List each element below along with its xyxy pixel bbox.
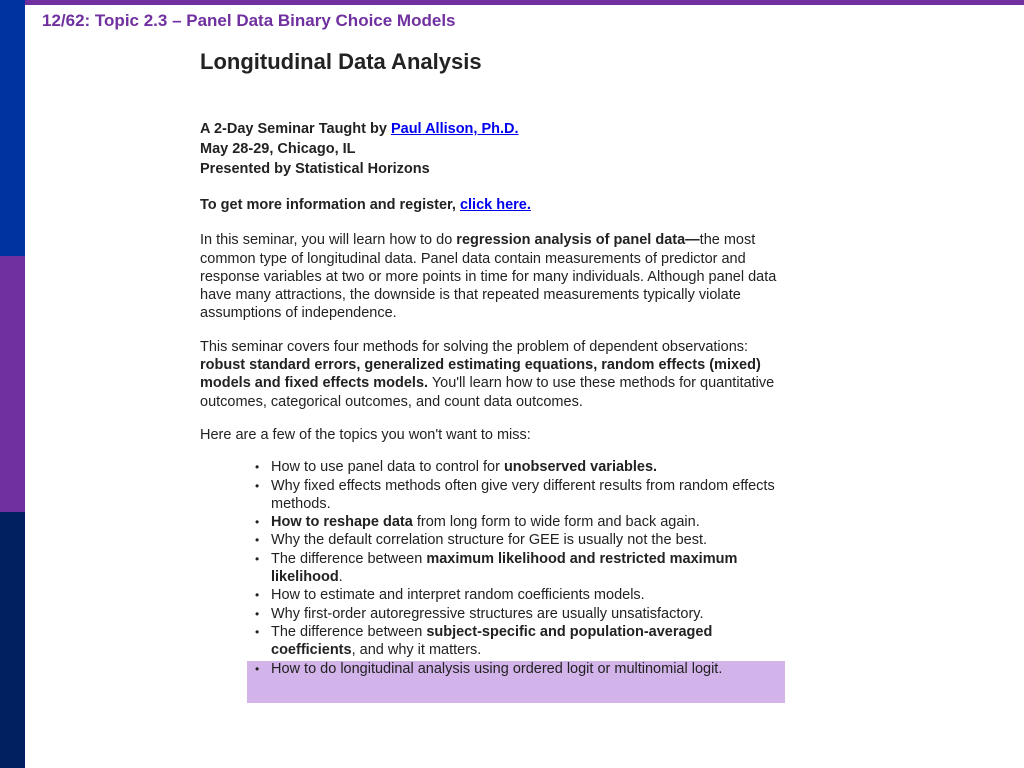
bold-text: regression analysis of panel data— bbox=[456, 232, 700, 249]
topics-list bbox=[200, 458, 780, 678]
text: You'll learn how to use these methods for quantitative outcomes, categorical outcomes, and count data outcomes. bbox=[200, 375, 775, 410]
text: Why the default correlation structure for GEE is usually not the best. bbox=[271, 532, 708, 549]
methods-paragraph bbox=[200, 338, 780, 411]
seminar-meta bbox=[200, 119, 780, 179]
page-heading: Longitudinal Data Analysis bbox=[200, 49, 482, 74]
text: . bbox=[338, 569, 343, 586]
intro-paragraph bbox=[200, 231, 780, 322]
list-item bbox=[271, 477, 780, 514]
register-line bbox=[200, 196, 780, 214]
bold-text: unobserved variables. bbox=[503, 459, 658, 476]
list-item bbox=[271, 586, 780, 604]
text: How to use panel data to control for bbox=[271, 459, 504, 476]
bold-text: subject-specific and population-averaged coefficients bbox=[271, 623, 713, 659]
seminar-presenter: Presented by Statistical Horizons bbox=[200, 161, 430, 177]
list-item bbox=[271, 531, 780, 549]
list-item-highlighted bbox=[271, 623, 780, 660]
text: In this seminar, you will learn how to do bbox=[200, 232, 457, 249]
slide-title: 12/62: Topic 2.3 – Panel Data Binary Choice Models bbox=[42, 11, 456, 30]
text: the most common type of longitudinal data. Panel data contain measurements of predictor and response variables at two or more points in time for many individuals. Although panel data have many attractions, the downside is that repeated measurements typically violate assumptions of independence. bbox=[200, 232, 777, 322]
list-item bbox=[271, 513, 780, 531]
bold-text: robust standard errors, generalized estimating equations, random effects (mixed) models and fixed effects models. bbox=[200, 357, 761, 392]
seminar-date-location: May 28-29, Chicago, IL bbox=[200, 141, 356, 157]
sidebar-band-blue bbox=[0, 0, 25, 256]
list-item bbox=[271, 550, 780, 587]
top-accent-bar bbox=[0, 0, 1024, 5]
topics-intro: Here are a few of the topics you won't want to miss: bbox=[200, 426, 531, 443]
text: The difference between bbox=[271, 550, 427, 567]
instructor-link[interactable]: Paul Allison, Ph.D. bbox=[390, 121, 519, 137]
text: This seminar covers four methods for solving the problem of dependent observations: bbox=[200, 338, 749, 355]
text: Why first-order autoregressive structures are usually unsatisfactory. bbox=[271, 605, 704, 622]
list-item bbox=[271, 458, 780, 476]
text: , and why it matters. bbox=[351, 642, 482, 659]
seminar-page bbox=[200, 48, 780, 678]
text: The difference between bbox=[271, 623, 427, 640]
list-item bbox=[271, 605, 780, 623]
register-link[interactable]: click here. bbox=[459, 197, 531, 213]
register-text: To get more information and register, bbox=[200, 197, 460, 213]
text: How to do longitudinal analysis using ordered logit or multinomial logit. bbox=[271, 660, 723, 677]
text: Why fixed effects methods often give very different results from random effects methods. bbox=[271, 477, 775, 512]
sidebar-band-navy bbox=[0, 512, 25, 768]
list-item bbox=[271, 660, 780, 678]
sidebar-band-purple bbox=[0, 256, 25, 512]
text: from long form to wide form and back again. bbox=[412, 514, 700, 531]
seminar-intro-text: A 2-Day Seminar Taught by bbox=[200, 121, 391, 137]
text: How to estimate and interpret random coefficients models. bbox=[271, 587, 645, 604]
bold-text: maximum likelihood and restricted maximum likelihood bbox=[271, 550, 738, 586]
bold-text: How to reshape data bbox=[271, 514, 413, 531]
